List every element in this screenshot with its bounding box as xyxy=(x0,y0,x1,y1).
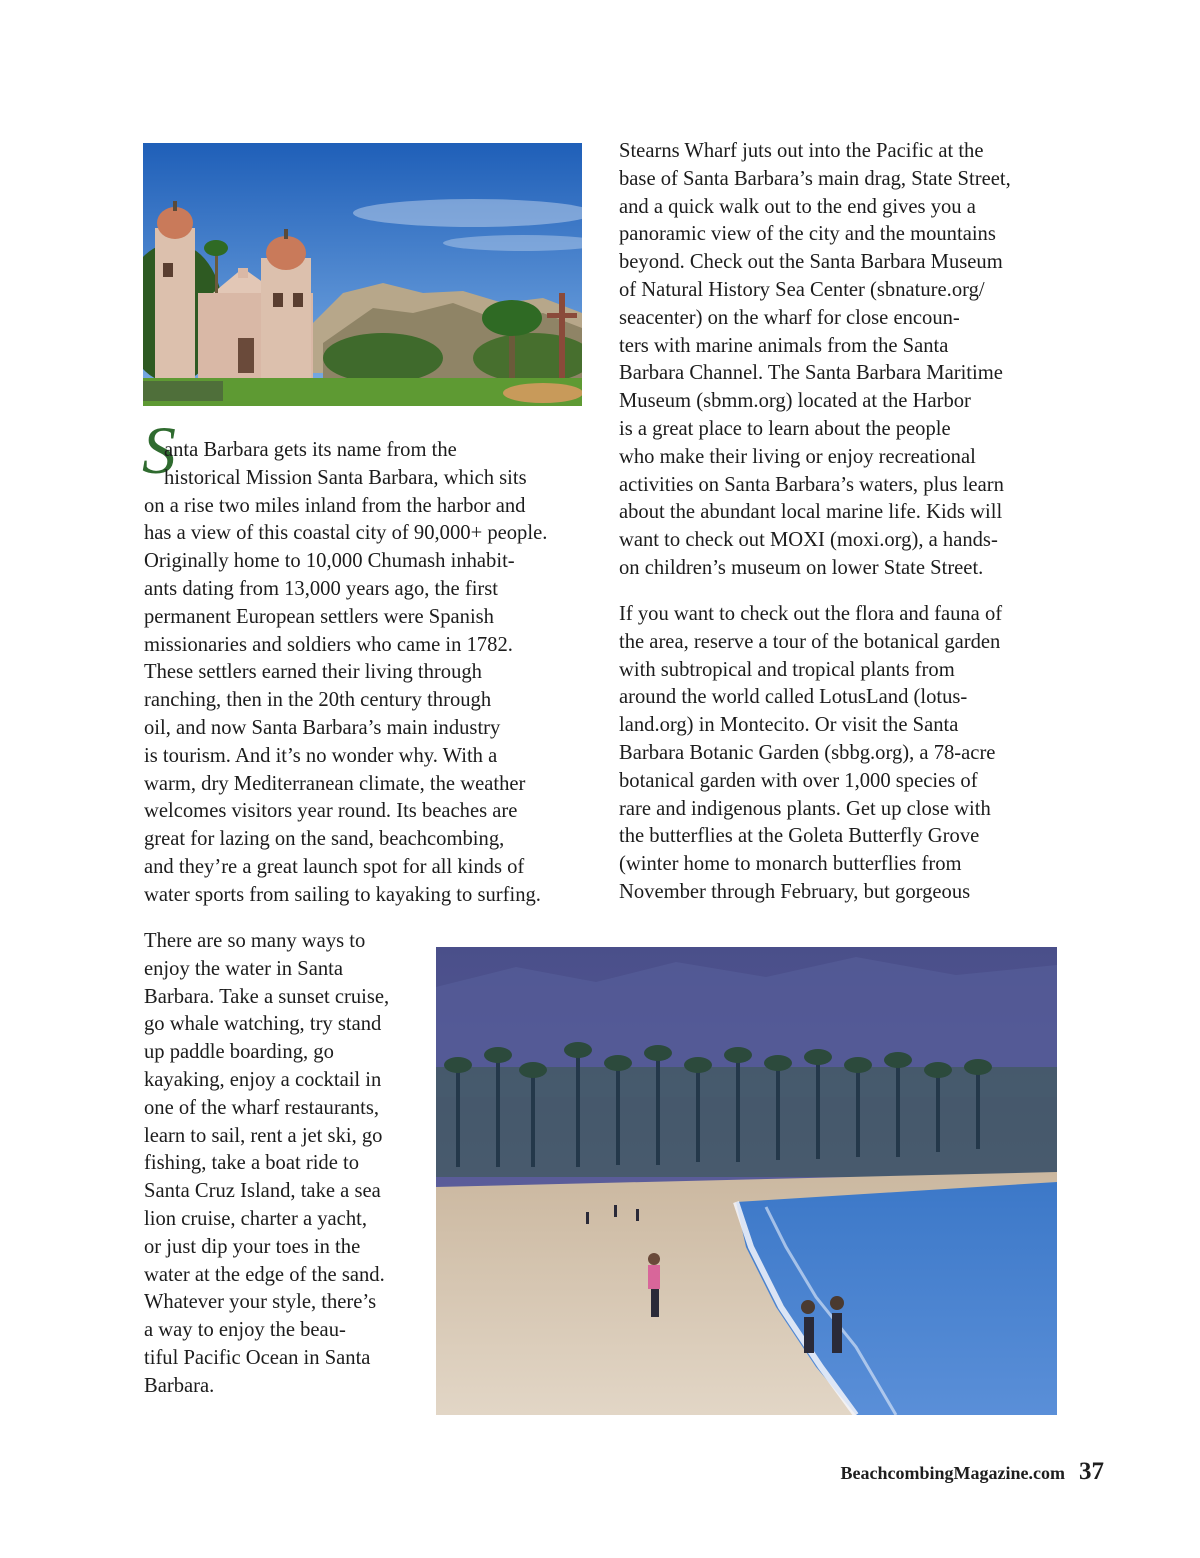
text-line: who make their living or enjoy recreational xyxy=(619,445,976,468)
text-line: Whatever your style, there’s xyxy=(144,1291,377,1314)
text-line: a way to enjoy the beau- xyxy=(144,1319,346,1342)
text-line: permanent European settlers were Spanish xyxy=(144,605,494,628)
text-line: learn to sail, rent a jet ski, go xyxy=(144,1124,383,1147)
flora-paragraph xyxy=(619,601,1059,907)
text-line: around the world called LotusLand (lotus- xyxy=(619,686,968,709)
text-line: There are so many ways to xyxy=(144,930,366,952)
text-line: Barbara Botanic Garden (sbbg.org), a 78-acre xyxy=(619,741,996,764)
text-line: water sports from sailing to kayaking to surfing. xyxy=(144,883,541,906)
text-line: (winter home to monarch butterflies from xyxy=(619,853,962,876)
text-line: and they’re a great launch spot for all kinds of xyxy=(144,855,525,878)
text-line: lion cruise, charter a yacht, xyxy=(144,1207,367,1230)
text-line: historical Mission Santa Barbara, which sits xyxy=(164,466,527,489)
text-line: ters with marine animals from the Santa xyxy=(619,334,949,357)
text-line: on a rise two miles inland from the harbor and xyxy=(144,494,526,517)
text-line: enjoy the water in Santa xyxy=(144,957,344,980)
text-line: activities on Santa Barbara’s waters, plus learn xyxy=(619,473,1004,496)
water-activities-paragraph xyxy=(144,928,429,1401)
text-line: on children’s museum on lower State Street. xyxy=(619,556,984,579)
text-line: Museum (sbmm.org) located at the Harbor xyxy=(619,390,971,413)
text-line: warm, dry Mediterranean climate, the weather xyxy=(144,772,526,795)
text-line: seacenter) on the wharf for close encoun- xyxy=(619,306,960,329)
text-line: or just dip your toes in the xyxy=(144,1235,361,1258)
text-line: has a view of this coastal city of 90,000+ people. xyxy=(144,522,548,545)
text-line: ants dating from 13,000 years ago, the first xyxy=(144,577,499,600)
text-line: fishing, take a boat ride to xyxy=(144,1152,360,1175)
text-line: oil, and now Santa Barbara’s main industry xyxy=(144,716,501,739)
footer-website: BeachcombingMagazine.com xyxy=(840,1463,1065,1483)
text-line: Barbara. xyxy=(144,1374,215,1397)
text-line: Barbara Channel. The Santa Barbara Maritime xyxy=(619,362,1003,385)
text-line: ranching, then in the 20th century through xyxy=(144,689,492,712)
text-line: November through February, but gorgeous xyxy=(619,880,971,903)
text-line: rare and indigenous plants. Get up close with xyxy=(619,797,991,820)
text-line: botanical garden with over 1,000 species of xyxy=(619,769,978,792)
text-line: go whale watching, try stand xyxy=(144,1013,382,1036)
text-line: tiful Pacific Ocean in Santa xyxy=(144,1346,371,1369)
text-line: Stearns Wharf juts out into the Pacific at the xyxy=(619,140,984,162)
text-line: with subtropical and tropical plants from xyxy=(619,658,955,681)
text-line: about the abundant local marine life. Kids will xyxy=(619,501,1003,524)
text-line: panoramic view of the city and the mountains xyxy=(619,223,996,246)
text-line: land.org) in Montecito. Or visit the Santa xyxy=(619,714,959,737)
text-line: and a quick walk out to the end gives you a xyxy=(619,195,976,218)
text-line: the butterflies at the Goleta Butterfly Grove xyxy=(619,825,980,848)
text-line: beyond. Check out the Santa Barbara Museum xyxy=(619,251,1003,274)
text-line: is a great place to learn about the people xyxy=(619,417,951,440)
text-line: want to check out MOXI (moxi.org), a hands- xyxy=(619,529,998,552)
beach-photo xyxy=(436,947,1057,1415)
intro-paragraph xyxy=(144,437,584,910)
text-line: base of Santa Barbara’s main drag, State Street, xyxy=(619,167,1011,190)
wharf-paragraph xyxy=(619,138,1059,583)
text-line: water at the edge of the sand. xyxy=(144,1263,385,1286)
page-footer xyxy=(841,1458,1104,1486)
text-line: Santa Cruz Island, take a sea xyxy=(144,1180,381,1203)
mission-photo xyxy=(143,143,582,406)
text-line: great for lazing on the sand, beachcombing, xyxy=(144,828,505,851)
text-line: of Natural History Sea Center (sbnature.org/ xyxy=(619,278,985,301)
text-line: If you want to check out the flora and fauna of xyxy=(619,603,1003,625)
mission-illustration xyxy=(143,143,582,406)
drop-cap-letter: S xyxy=(142,412,176,488)
text-line: welcomes visitors year round. Its beaches are xyxy=(144,800,518,823)
text-line: is tourism. And it’s no wonder why. With a xyxy=(144,744,498,767)
text-line: one of the wharf restaurants, xyxy=(144,1096,380,1119)
text-line: anta Barbara gets its name from the xyxy=(164,439,457,461)
text-line: the area, reserve a tour of the botanical garden xyxy=(619,630,1001,653)
text-line: missionaries and soldiers who came in 1782. xyxy=(144,633,513,656)
text-line: Barbara. Take a sunset cruise, xyxy=(144,985,390,1008)
text-line: kayaking, enjoy a cocktail in xyxy=(144,1068,382,1091)
text-line: Originally home to 10,000 Chumash inhabit- xyxy=(144,550,515,573)
text-line: These settlers earned their living through xyxy=(144,661,482,684)
text-line: up paddle boarding, go xyxy=(144,1041,334,1064)
beach-illustration xyxy=(436,947,1057,1415)
page-number: 37 xyxy=(1079,1458,1104,1485)
